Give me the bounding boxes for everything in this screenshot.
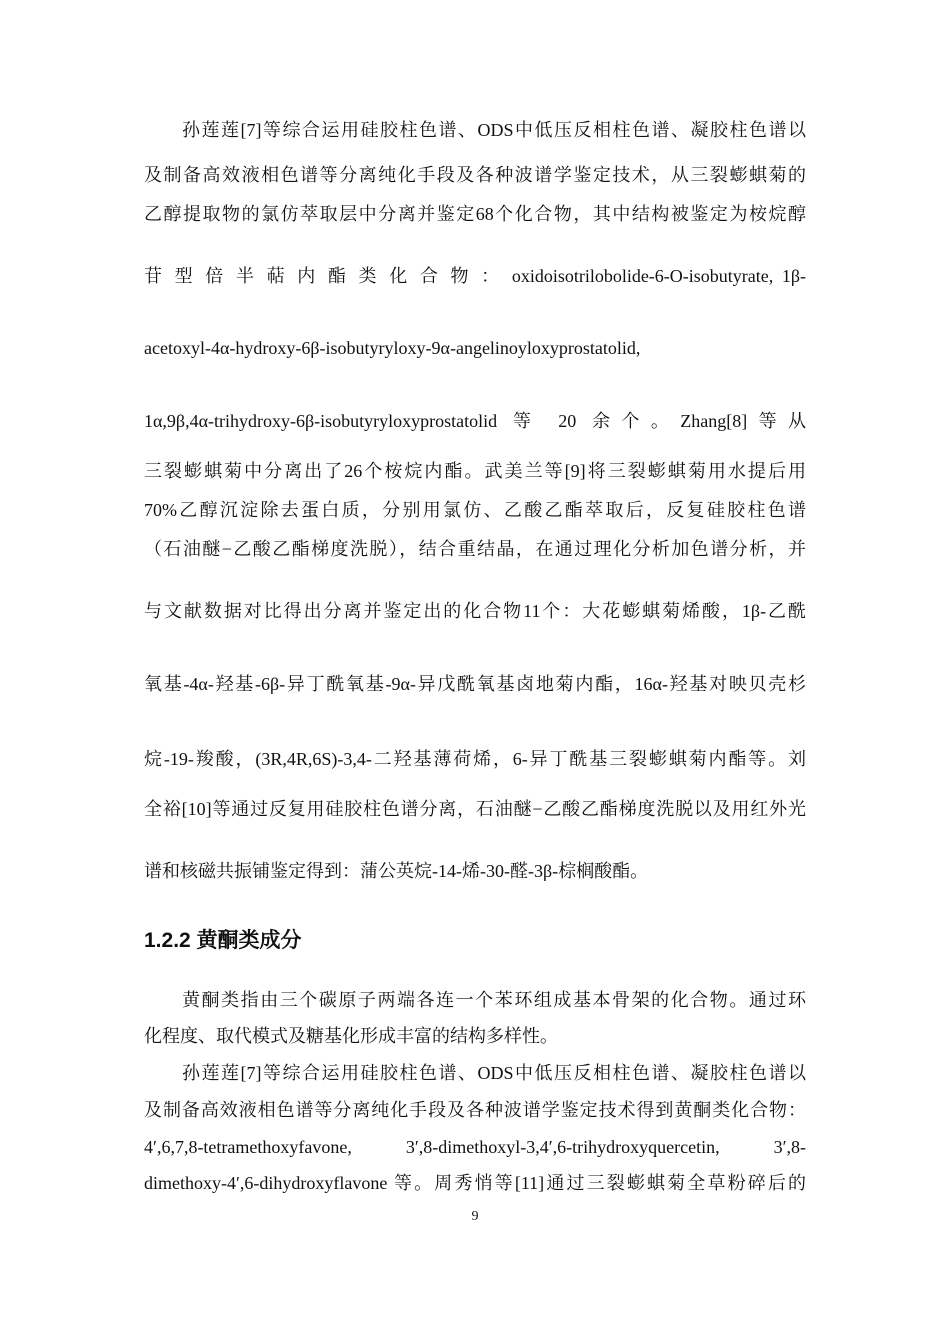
paragraph-line: 及制备高效液相色谱等分离纯化手段及各种波谱学鉴定技术得到黄酮类化合物：: [144, 1100, 806, 1120]
paragraph-line: 苷 型 倍 半 萜 内 酯 类 化 合 物 ： oxidoisotrilobolide-6-O-isobutyrate, 1β-: [144, 266, 806, 286]
paragraph-line: 70%乙醇沉淀除去蛋白质，分别用氯仿、乙酸乙酯萃取后，反复硅胶柱色谱: [144, 500, 806, 520]
paragraph-line: 化程度、取代模式及糖基化形成丰富的结构多样性。: [144, 1026, 558, 1046]
paragraph-line: 与文献数据对比得出分离并鉴定出的化合物11个：大花蟛蜞菊烯酸，1β-乙酰: [144, 601, 806, 621]
paragraph-line: dimethoxy-4′,6-dihydroxyflavone 等。周秀悄等[11]通过三裂蟛蜞菊全草粉碎后的: [144, 1173, 806, 1193]
paragraph-line: 1α,9β,4α-trihydroxy-6β-isobutyryloxyprostatolid 等 20 余个。Zhang[8]等从: [144, 411, 806, 431]
paragraph-line: 4′,6,7,8-tetramethoxyfavone, 3′,8-dimethoxyl-3,4′,6-trihydroxyquercetin, 3′,8-: [144, 1137, 806, 1157]
paragraph-line: 及制备高效液相色谱等分离纯化手段及各种波谱学鉴定技术，从三裂蟛蜞菊的: [144, 165, 806, 185]
paragraph-line: 黄酮类指由三个碳原子两端各连一个苯环组成基本骨架的化合物。通过环: [182, 990, 806, 1010]
paragraph-line: acetoxyl-4α-hydroxy-6β-isobutyryloxy-9α-angelinoyloxyprostatolid,: [144, 338, 641, 358]
paragraph-line: 氧基-4α-羟基-6β-异丁酰氧基-9α-异戊酰氧基卤地菊内酯，16α-羟基对映贝壳杉: [144, 674, 806, 694]
paragraph-line: 全裕[10]等通过反复用硅胶柱色谱分离，石油醚−乙酸乙酯梯度洗脱以及用红外光: [144, 799, 806, 819]
page-number: 9: [471, 1209, 479, 1224]
paragraph-line: 乙醇提取物的氯仿萃取层中分离并鉴定68个化合物，其中结构被鉴定为桉烷醇: [144, 204, 806, 224]
paragraph-line: 三裂蟛蜞菊中分离出了26个桉烷内酯。武美兰等[9]将三裂蟛蜞菊用水提后用: [144, 461, 806, 481]
paragraph-line: 烷-19-羧酸，(3R,4R,6S)-3,4-二羟基薄荷烯，6-异丁酰基三裂蟛蜞菊内酯等。刘: [144, 749, 806, 769]
paragraph-line: （石油醚−乙酸乙酯梯度洗脱），结合重结晶，在通过理化分析加色谱分析，并: [144, 539, 806, 559]
paragraph-line: 孙莲莲[7]等综合运用硅胶柱色谱、ODS中低压反相柱色谱、凝胶柱色谱以: [182, 1063, 806, 1083]
paragraph-line: 孙莲莲[7]等综合运用硅胶柱色谱、ODS中低压反相柱色谱、凝胶柱色谱以: [182, 120, 806, 140]
section-heading: 1.2.2 黄酮类成分: [144, 929, 302, 952]
paragraph-line: 谱和核磁共振铺鉴定得到：蒲公英烷-14-烯-30-醛-3β-棕榈酸酯。: [144, 861, 649, 881]
